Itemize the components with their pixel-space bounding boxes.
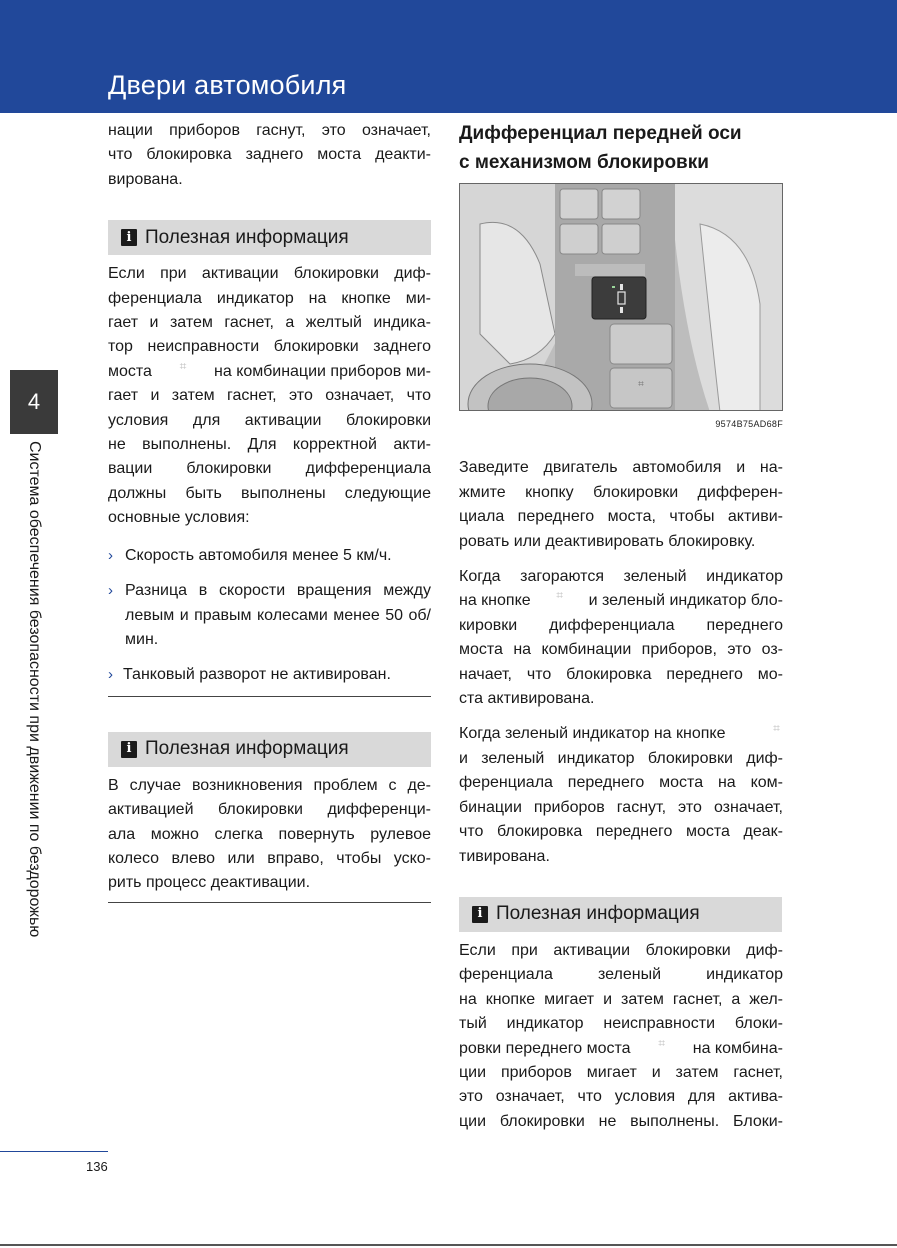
info-box-header	[108, 732, 431, 767]
paragraph	[459, 456, 783, 554]
text-line: Когда загораются зеленый индикатор	[459, 568, 783, 586]
diff-lock-icon: ⌗	[179, 358, 187, 373]
text-line: это означает, что условия для актива-	[459, 1088, 783, 1106]
text-line: на кнопке мигает и затем гаснет, а жел-	[459, 990, 783, 1008]
list-item	[108, 663, 431, 687]
info-paragraph	[108, 774, 431, 896]
text-line: ции блокировки не выполнены. Блоки-	[459, 1112, 783, 1130]
info-box-title: Полезная информация	[496, 903, 700, 925]
text-line: тивирована.	[459, 847, 550, 865]
chevron-right-icon: ›	[108, 666, 113, 684]
left-column	[108, 119, 431, 903]
chapter-side-label	[12, 441, 56, 951]
text-line	[459, 722, 783, 746]
info-icon: i	[121, 741, 137, 758]
text-line: колесо влево или вправо, чтобы уско-	[108, 849, 431, 867]
info-box-header	[108, 220, 431, 255]
chapter-title: Система обеспечения безопасности при движении по бездорожью	[26, 441, 43, 938]
text-line: ференциала индикатор на кнопке ми-	[108, 289, 431, 307]
list-item	[108, 544, 431, 568]
right-column	[459, 119, 783, 1134]
text-line: моста на комбинации приборов, это оз-	[459, 641, 783, 659]
info-paragraph	[459, 939, 783, 1134]
intro-paragraph	[108, 119, 431, 192]
text-line: ференциала зеленый индикатор	[459, 966, 783, 984]
chapter-number-tab	[10, 370, 58, 434]
info-icon: i	[121, 229, 137, 246]
text-fragment: и зеленый индикатор бло-	[588, 592, 783, 610]
text-line: вирована.	[108, 170, 183, 188]
text-line: циала переднего моста, чтобы активи-	[459, 508, 783, 526]
text-fragment: моста	[108, 362, 152, 380]
text-fragment: на комбина-	[692, 1039, 783, 1057]
section-title	[459, 119, 783, 177]
page-header	[0, 0, 897, 113]
list-item-text: Танковый разворот не активирован.	[123, 666, 391, 684]
info-icon: i	[472, 906, 488, 923]
diff-lock-icon: ⌗	[658, 1035, 666, 1050]
text-fragment: на кнопке	[459, 592, 531, 610]
text-line	[459, 589, 783, 613]
footer-rule	[0, 1151, 108, 1152]
chapter-number: 4	[27, 389, 41, 414]
page-title: Двери автомобиля	[108, 70, 347, 100]
text-line: тый индикатор неисправности блоки-	[459, 1015, 783, 1033]
list-item-text: Скорость автомобиля менее 5 км/ч.	[125, 546, 392, 564]
text-line: ровать или деактивировать блокировку.	[459, 532, 756, 550]
text-line: Если при активации блокировки диф-	[108, 265, 431, 283]
text-line: не выполнены. Для корректной акти-	[108, 436, 431, 454]
text-line: ала можно слегка повернуть рулевое	[108, 825, 431, 843]
text-line	[459, 1037, 783, 1061]
info-paragraph	[108, 262, 431, 530]
text-line: ции приборов мигает и затем гаснет,	[459, 1063, 783, 1081]
svg-text:⌗: ⌗	[638, 379, 644, 390]
text-line: ференциала переднего моста на ком-	[459, 774, 783, 792]
text-line: Если при активации блокировки диф-	[459, 941, 783, 959]
paragraph	[459, 722, 783, 868]
info-box-title: Полезная информация	[145, 226, 349, 248]
text-line: должны быть выполнены следующие	[108, 484, 431, 502]
section-title-line: с механизмом блокировки	[459, 152, 709, 173]
text-line: нации приборов гаснут, это означает,	[108, 122, 431, 139]
divider	[108, 902, 431, 903]
text-line: кировки дифференциала переднего	[459, 616, 783, 634]
text-line: что блокировка заднего моста деакти-	[108, 146, 431, 164]
page-number: 136	[86, 1159, 108, 1174]
text-fragment: ровки переднего моста	[459, 1039, 631, 1057]
text-line: Заведите двигатель автомобиля и на-	[459, 459, 783, 477]
chevron-right-icon: ›	[108, 582, 113, 600]
text-line: условия для активации блокировки	[108, 411, 431, 429]
text-line: жмите кнопку блокировки дифферен-	[459, 483, 783, 501]
section-title-line: Дифференциал передней оси	[459, 123, 742, 144]
divider	[108, 696, 431, 697]
text-line: В случае возникновения проблем с де-	[108, 776, 431, 794]
text-line: тор неисправности блокировки заднего	[108, 338, 431, 356]
info-box-header	[459, 897, 782, 932]
text-line: бинации приборов гаснут, это означает,	[459, 798, 783, 816]
text-line: что блокировка переднего моста деак-	[459, 823, 783, 841]
text-line: и зеленый индикатор блокировки диф-	[459, 749, 783, 767]
bottom-divider	[0, 1244, 897, 1246]
info-box-title: Полезная информация	[145, 738, 349, 760]
chevron-right-icon: ›	[108, 546, 113, 564]
text-line: основные условия:	[108, 509, 250, 527]
text-line: активацией блокировки дифференци-	[108, 801, 431, 819]
text-line: ста активирована.	[459, 690, 595, 708]
paragraph	[459, 565, 783, 711]
text-line: гает и затем гаснет, это означает, что	[108, 387, 431, 405]
diff-lock-icon: ⌗	[773, 721, 780, 736]
console-photo	[459, 183, 783, 411]
text-fragment: на комбинации приборов ми-	[214, 362, 431, 380]
diff-lock-icon: ⌗	[556, 588, 563, 603]
image-code: 9574B75AD68F	[715, 419, 783, 429]
list-item	[108, 579, 431, 652]
console-photo-illustration	[460, 184, 783, 411]
text-fragment: Когда зеленый индикатор на кнопке	[459, 725, 726, 743]
text-line: гает и затем гаснет, а желтый индика-	[108, 314, 431, 332]
text-line: вации блокировки дифференциала	[108, 460, 431, 478]
text-line	[108, 360, 431, 384]
text-line: начает, что блокировка переднего мо-	[459, 665, 783, 683]
list-item-text: Разница в скорости вращения между левым и правым колесами менее 50 об/мин.	[125, 582, 431, 648]
text-line: рить процесс деактивации.	[108, 874, 311, 892]
